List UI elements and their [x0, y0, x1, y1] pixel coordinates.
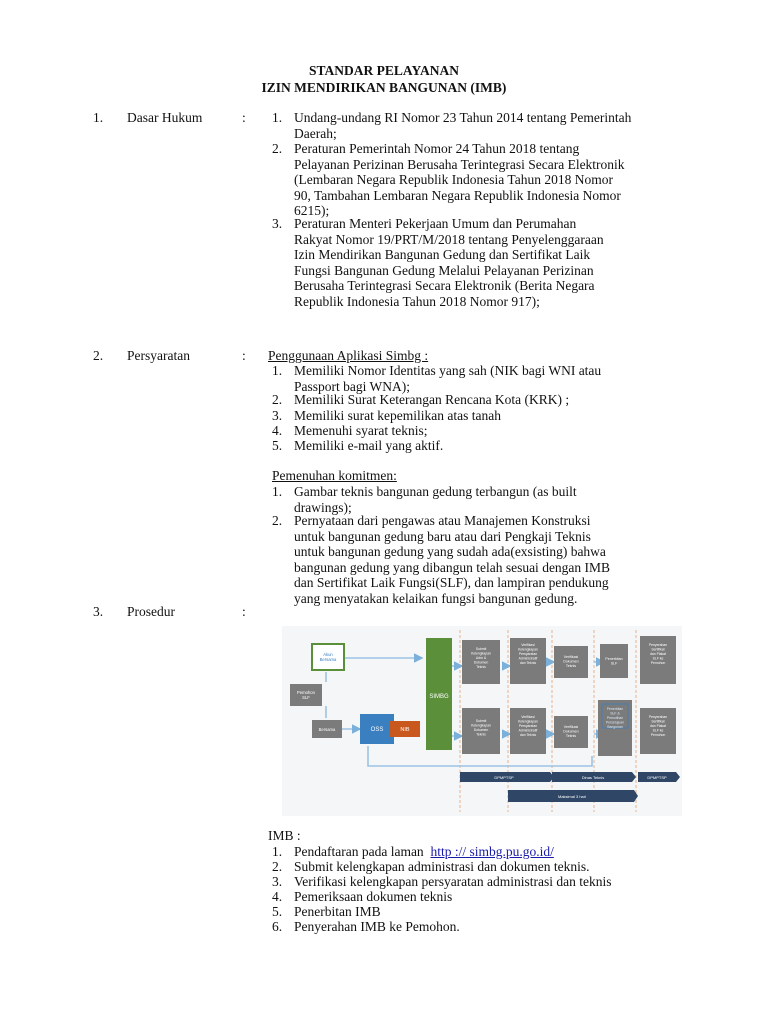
submit-top-label: Submit Kelengkapan Adm & Dokumen Teknis [471, 647, 491, 669]
simbg-link[interactable]: http :// simbg.pu.go.id/ [430, 844, 554, 859]
list-text: Penerbitan IMB [294, 904, 381, 919]
list-text-line: Memenuhi syarat teknis; [294, 423, 428, 438]
list-text-line: yang menyatakan kelaikan fungsi bangunan gedung. [294, 590, 578, 606]
section-number: 1. [93, 110, 104, 125]
section-label: Persyaratan [127, 348, 190, 363]
list-text-line: 6215); [294, 203, 330, 218]
list-number: 1. [272, 844, 283, 859]
list-text-line: Memiliki Nomor Identitas yang sah (NIK bagi WNI atau [294, 363, 602, 378]
list-text-line: Fungsi Bangunan Gedung Melalui Pelayanan Perizinan [294, 262, 594, 278]
section-label: Prosedur [127, 604, 175, 619]
list-text: Pemeriksaan dokumen teknis [294, 889, 453, 904]
list-number: 2. [272, 859, 283, 874]
dinas-teknis-label: Dinas Teknis [581, 775, 605, 780]
list-number: 5. [272, 904, 283, 919]
list-number: 2. [272, 392, 283, 407]
imb-heading: IMB : [268, 828, 301, 843]
list-number: 2. [272, 141, 283, 156]
subheading: Pemenuhan komitmen: [272, 468, 397, 483]
list-number: 1. [272, 110, 283, 125]
list-text-line: Pernyataan dari pengawas atau Manajemen Konstruksi [294, 513, 591, 528]
section-label: Dasar Hukum [127, 110, 203, 125]
list-text-line: Peraturan Menteri Pekerjaan Umum dan Perumahan [294, 216, 577, 231]
section-number: 3. [93, 604, 104, 619]
list-number: 4. [272, 423, 283, 438]
section-colon: : [242, 348, 246, 363]
penerbitan-slf-label: Penerbitan SLF [605, 657, 623, 666]
verif-dok-bot-label: Verifikasi Dokumen Teknis [563, 725, 579, 738]
oss-label: OSS [370, 727, 384, 733]
list-text-line: drawings); [294, 499, 352, 515]
list-number: 3. [272, 408, 283, 423]
list-number: 5. [272, 438, 283, 453]
list-text: Pendaftaran pada laman [294, 844, 424, 859]
list-text-line: Memiliki e-mail yang aktif. [294, 438, 444, 453]
list-text-line: bangunan gedung yang dibangun telah sesuai dengan IMB [294, 559, 611, 575]
penyerahan-slf-label: Penyerahan Sertifikat dan Plakat SLF ke Pemohon [648, 643, 668, 665]
akun-bersama-label: Akun Bersama [319, 652, 337, 662]
list-text: Penyerahan IMB ke Pemohon. [294, 919, 460, 934]
list-number: 4. [272, 889, 283, 904]
penerbitan-bot-label: Penerbitan SLF & Pemutihan Persetujuan Bangunan [605, 707, 625, 729]
list-number: 6. [272, 919, 283, 934]
list-text-line: dan Sertifikat Laik Fungsi(SLF), dan lampiran pendukung [294, 575, 609, 590]
procedure-flowchart [282, 626, 682, 816]
subheading: Penggunaan Aplikasi Simbg : [268, 348, 429, 363]
list-number: 1. [272, 484, 283, 499]
maksimal-label: Maksimal 3 hari [557, 794, 587, 799]
list-text-line: untuk bangunan gedung yang sudah ada(exsisting) bahwa [294, 544, 606, 559]
list-text-line: Rakyat Nomor 19/PRT/M/2018 tentang Penyelenggaraan [294, 231, 604, 247]
list-text-line: Republik Indonesia Tahun 2018 Nomor 917); [294, 293, 540, 309]
list-text: Verifikasi kelengkapan persyaratan administrasi dan teknis [294, 874, 612, 889]
list-text-line: 90, Tambahan Lembaran Negara Republik Indonesia Nomor [294, 187, 621, 203]
document-title-line2: IZIN MENDIRIKAN BANGUNAN (IMB) [261, 80, 507, 95]
list-text: Submit kelengkapan administrasi dan dokumen teknis. [294, 859, 590, 874]
section-number: 2. [93, 348, 104, 363]
dpmptsp-label-1: DPMPTSP [494, 775, 514, 780]
bersama-label: Bersama [318, 727, 336, 732]
submit-bot-label: Submit Kelengkapan Dokumen Teknis [471, 719, 491, 737]
list-text-line: Izin Mendirikan Bangunan Gedung dan Sertifikat Laik [294, 247, 591, 262]
list-text-line: Berusaha Terintegrasi Secara Elektronik (Berita Negara [294, 278, 595, 293]
list-text-line: Pelayanan Perizinan Berusaha Terintegrasi Secara Elektronik [294, 156, 625, 172]
pemohon-slf-label: Pemohon SLF [297, 690, 315, 700]
section-colon: : [242, 110, 246, 125]
list-text-line: Undang-undang RI Nomor 23 Tahun 2014 tentang Pemerintah [294, 110, 632, 125]
list-text-line: untuk bangunan gedung baru atau dari Pengkaji Teknis [294, 528, 591, 544]
flowchart-svg [282, 626, 682, 816]
simbg-label: SIMBG [429, 694, 449, 700]
section-colon: : [242, 604, 246, 619]
verif-top-label: Verifikasi Kelengkapan Persyaratan Administratif dan Teknis [518, 643, 538, 665]
verif-dok-top-label: Verifikasi Dokumen Teknis [563, 655, 579, 668]
list-number: 3. [272, 874, 283, 889]
list-text-line: Passport bagi WNA); [294, 378, 410, 394]
list-text-line: Peraturan Pemerintah Nomor 24 Tahun 2018 tentang [294, 141, 580, 156]
list-number: 3. [272, 216, 283, 231]
list-text-line: Gambar teknis bangunan gedung terbangun (as built [294, 484, 577, 499]
list-text-line: Memiliki Surat Keterangan Rencana Kota (KRK) ; [294, 392, 570, 407]
list-text-line: Daerah; [294, 125, 337, 141]
document-title-line1: STANDAR PELAYANAN [309, 63, 459, 78]
dpmptsp-label-2: DPMPTSP [647, 775, 667, 780]
list-text-line: (Lembaran Negara Republik Indonesia Tahun 2018 Nomor [294, 172, 613, 187]
nib-label: NIB [400, 727, 410, 733]
list-number: 1. [272, 363, 283, 378]
verif-bot-label: Verifikasi Kelengkapan Persyaratan Administratif dan Teknis [518, 715, 538, 737]
list-text-line: Memiliki surat kepemilikan atas tanah [294, 408, 501, 423]
list-number: 2. [272, 513, 283, 528]
penyerahan-bot-label: Penyerahan Sertifikat dan Plakat SLF ke Pemohon [648, 715, 668, 737]
